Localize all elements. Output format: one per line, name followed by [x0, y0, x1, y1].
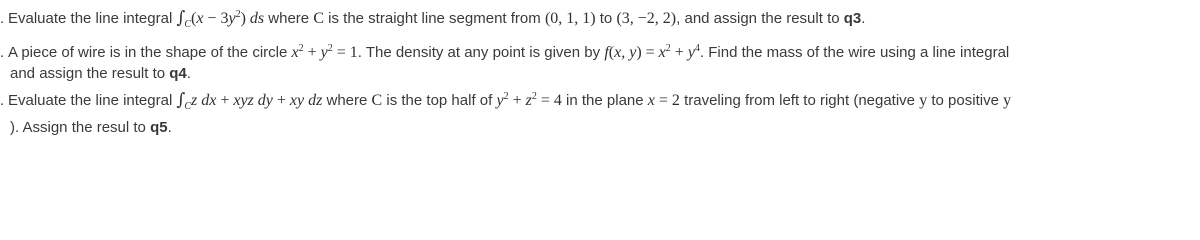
list-marker: .	[0, 44, 5, 61]
problem-q5-text-c: traveling from left to right (negative y to positive y	[679, 92, 1012, 109]
problem-q4-period: .	[186, 65, 191, 82]
problem-q3-end-point: (3, −2, 2)	[616, 10, 677, 27]
problem-q3-start-point: (0, 1, 1)	[544, 10, 596, 27]
problem-q4-text-a: A piece of wire is in the shape of the circle	[8, 44, 292, 61]
problem-q3-to: to	[595, 10, 617, 27]
problem-q4-text-c: . Find the mass of the wire using a line integral	[699, 44, 1010, 61]
problem-q3-variable: q3	[843, 10, 862, 27]
problem-q4-line-2	[10, 64, 191, 84]
problem-q3-line-1	[0, 8, 865, 28]
problem-q5-plane-text: in the plane	[561, 92, 648, 109]
problem-q5-text-b: where C is the top half of	[322, 92, 497, 109]
problem-q5-variable: q5	[150, 119, 168, 136]
list-marker: .	[0, 10, 5, 27]
problem-q3-integral-math: $\int_C(x - 3y^2)$ ds	[176, 8, 265, 30]
problem-q5-plane-math: x = 2	[647, 92, 680, 109]
problem-q5-circle-math: $y^2 + z^2 = 4$	[496, 91, 562, 109]
problem-q5-text-a: Evaluate the line integral	[8, 92, 177, 109]
problem-q4-line-1	[0, 43, 1009, 63]
problem-q5-line-2	[10, 118, 172, 136]
problem-q5-line-1	[0, 90, 1011, 110]
problem-q3-text-a: Evaluate the line integral	[8, 10, 177, 27]
problem-q4-text-b: . The density at any point is given by	[357, 44, 605, 61]
problem-q5-integral-math: $\int_Cz$ dx + xyz dy + xy dz	[176, 90, 323, 112]
problem-q5-period: .	[167, 119, 172, 136]
problem-q4-density-math: f(x, $y) = x^2 + y^4$	[604, 43, 700, 61]
problem-q3-period: .	[861, 10, 866, 27]
problem-q5-text-d: ). Assign the resul to	[10, 119, 151, 136]
list-marker: .	[0, 92, 5, 109]
problem-q4-text-d: and assign the result to	[10, 65, 170, 82]
problem-q4-variable: q4	[169, 65, 187, 82]
problem-q3-text-c: , and assign the result to	[676, 10, 844, 27]
problem-q4-circle-math: $x^2 + y^2 = 1$	[291, 43, 358, 61]
problem-q3-text-b: where C is the straight line segment from	[264, 10, 545, 27]
